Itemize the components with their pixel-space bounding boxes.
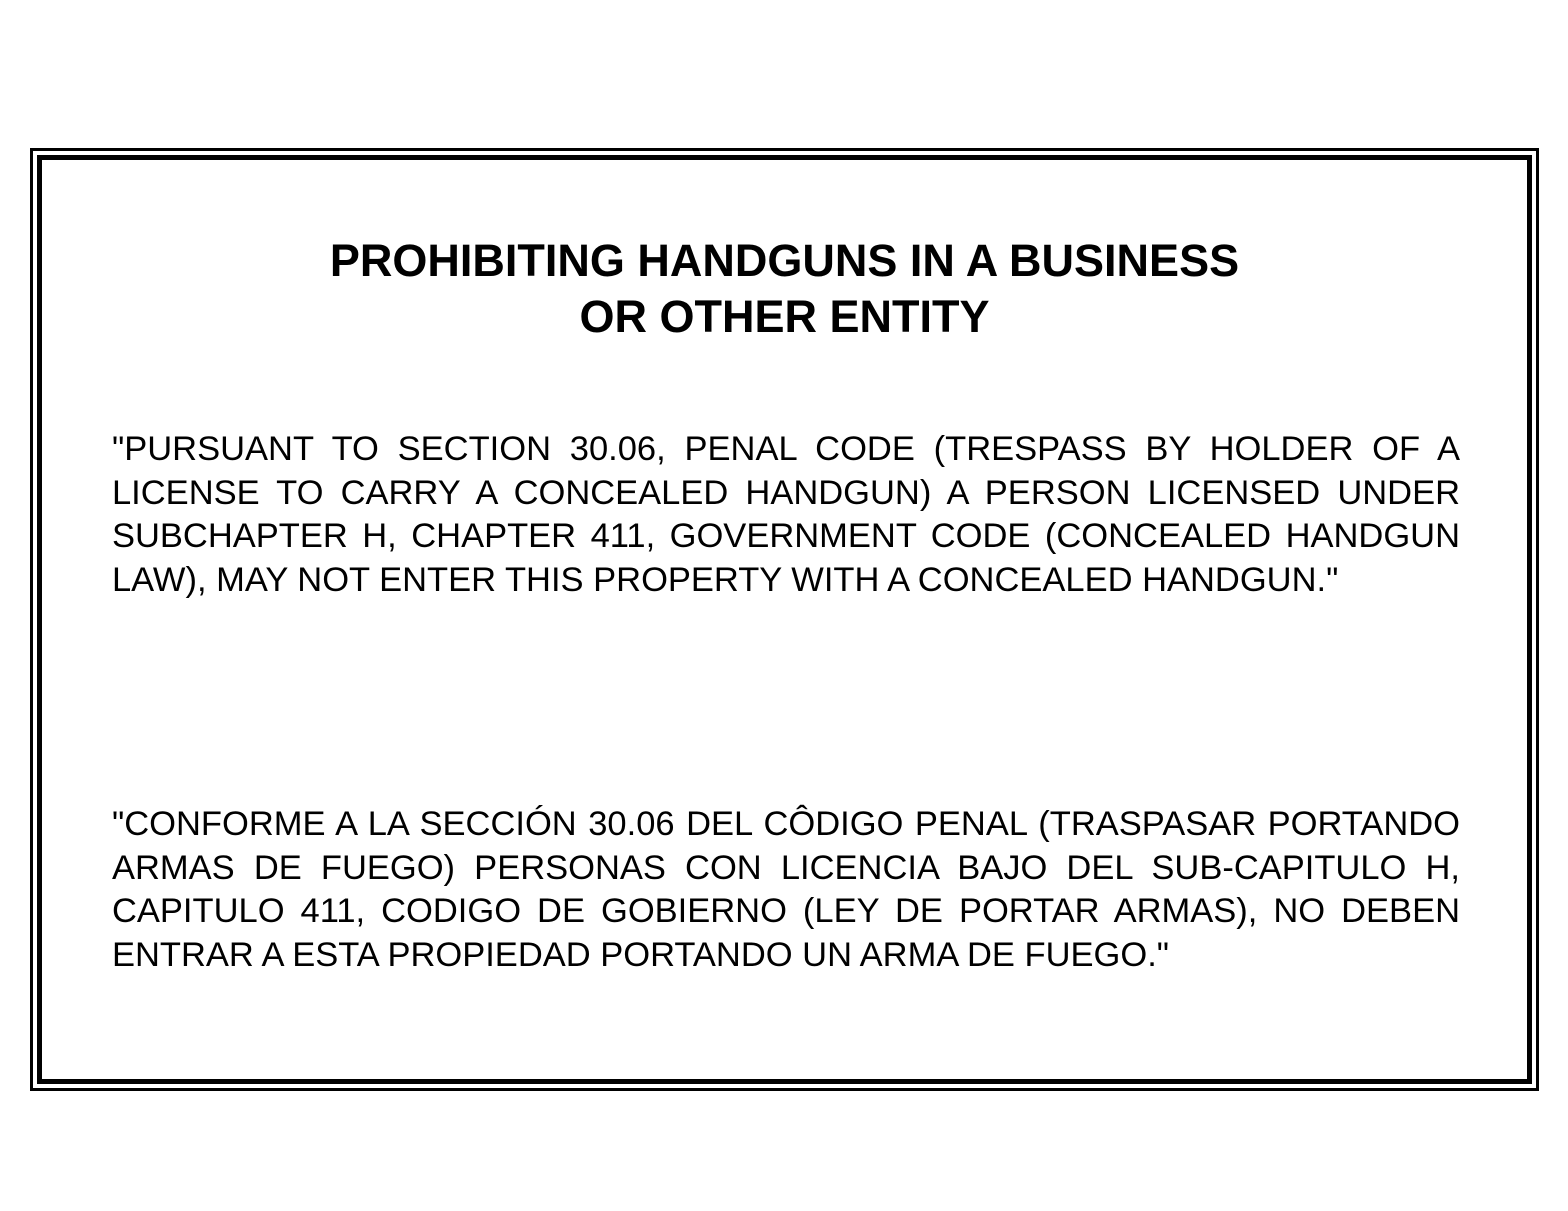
sign-outer-border [30, 148, 1539, 1091]
sign-title-line-2: OR OTHER ENTITY [579, 291, 990, 342]
english-notice-text: "PURSUANT TO SECTION 30.06, PENAL CODE (TRESPASS BY HOLDER OF A LICENSE TO CARRY A CONCEALED HANDGUN) A PERSON LICENSED UNDER SUBCHAPTER H, CHAPTER 411, GOVERNMENT CODE (CONCEALED HANDGUN LAW), MAY NOT ENTER THIS PROPERTY WITH A CONCEALED HANDGUN." [112, 430, 1460, 599]
spanish-notice-text: "CONFORME A LA SECCIÓN 30.06 DEL CÔDIGO PENAL (TRASPASAR PORTANDO ARMAS DE FUEGO) PERSONAS CON LICENCIA BAJO DEL SUB-CAPITULO H, CAPITULO 411, CODIGO DE GOBIERNO (LEY DE PORTAR ARMAS), NO DEBEN ENTRAR A ESTA PROPIEDAD PORTANDO UN ARMA DE FUEGO." [112, 805, 1460, 974]
sign-inner-border [37, 155, 1532, 1084]
sign-title [42, 233, 1527, 345]
sign-title-line-1: PROHIBITING HANDGUNS IN A BUSINESS [329, 235, 1240, 286]
